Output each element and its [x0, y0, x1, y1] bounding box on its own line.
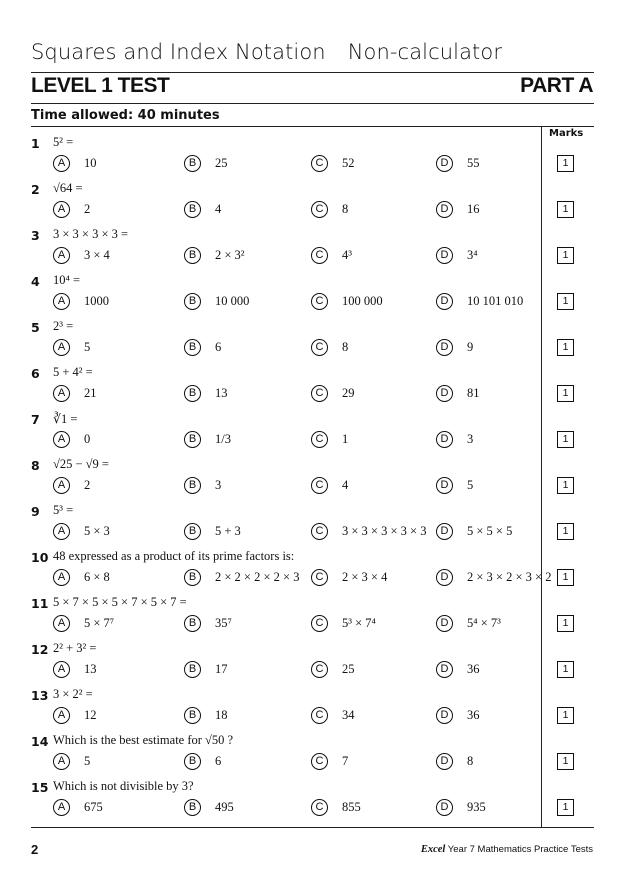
- question-text: Which is the best estimate for √50 ?: [53, 733, 234, 747]
- option-letter-circle[interactable]: D: [436, 799, 453, 816]
- option-text: 2: [84, 478, 91, 492]
- option-text: 8: [467, 754, 474, 768]
- question-text: Which is not divisible by 3?: [53, 779, 194, 793]
- question-number: 7: [31, 412, 40, 427]
- question-text: 5 + 4² =: [53, 365, 93, 379]
- question-number: 13: [31, 688, 49, 703]
- time-allowed: Time allowed: 40 minutes: [31, 108, 220, 123]
- question-number: 9: [31, 504, 40, 519]
- option-text: 3: [467, 432, 474, 446]
- option-letter-circle[interactable]: D: [436, 615, 453, 632]
- option-letter-circle[interactable]: A: [53, 477, 70, 494]
- question-text: 2³ =: [53, 319, 74, 333]
- option-letter-circle[interactable]: B: [184, 201, 201, 218]
- option-letter-circle[interactable]: C: [311, 339, 328, 356]
- option-text: 25: [342, 662, 355, 676]
- option-letter-circle[interactable]: C: [311, 247, 328, 264]
- option-letter-circle[interactable]: C: [311, 799, 328, 816]
- option-letter-circle[interactable]: D: [436, 385, 453, 402]
- question-14: [31, 734, 541, 780]
- option-text: 3⁴: [467, 248, 478, 262]
- question-text: 3 × 2² =: [53, 687, 93, 701]
- option-text: 4: [342, 478, 349, 492]
- question-12: [31, 642, 541, 688]
- question-text: √25 − √9 =: [53, 457, 109, 471]
- option-letter-circle[interactable]: D: [436, 707, 453, 724]
- option-letter-circle[interactable]: C: [311, 615, 328, 632]
- question-7: [31, 412, 541, 458]
- question-text: 5 × 7 × 5 × 5 × 7 × 5 × 7 =: [53, 595, 187, 609]
- part-label: PART A: [520, 74, 593, 97]
- option-text: 3 × 3 × 3 × 3 × 3: [342, 524, 427, 538]
- option-letter-circle[interactable]: A: [53, 431, 70, 448]
- question-number: 8: [31, 458, 40, 473]
- mark-box: 1: [557, 661, 574, 678]
- mark-box: 1: [557, 339, 574, 356]
- mark-box: 1: [557, 201, 574, 218]
- option-text: 495: [215, 800, 234, 814]
- option-text: 2 × 3²: [215, 248, 245, 262]
- option-text: 34: [342, 708, 355, 722]
- option-text: 16: [467, 202, 480, 216]
- option-text: 25: [215, 156, 228, 170]
- option-letter-circle[interactable]: D: [436, 523, 453, 540]
- option-text: 21: [84, 386, 97, 400]
- option-letter-circle[interactable]: A: [53, 753, 70, 770]
- option-letter-circle[interactable]: B: [184, 385, 201, 402]
- option-text: 4³: [342, 248, 352, 262]
- option-letter-circle[interactable]: C: [311, 385, 328, 402]
- option-text: 935: [467, 800, 486, 814]
- option-text: 1: [342, 432, 349, 446]
- option-letter-circle[interactable]: C: [311, 661, 328, 678]
- question-number: 1: [31, 136, 40, 151]
- question-number: 4: [31, 274, 40, 289]
- option-letter-circle[interactable]: B: [184, 339, 201, 356]
- option-text: 2 × 3 × 4: [342, 570, 388, 584]
- question-5: [31, 320, 541, 366]
- option-text: 17: [215, 662, 228, 676]
- option-letter-circle[interactable]: D: [436, 339, 453, 356]
- option-letter-circle[interactable]: A: [53, 155, 70, 172]
- option-letter-circle[interactable]: B: [184, 431, 201, 448]
- option-letter-circle[interactable]: B: [184, 707, 201, 724]
- option-text: 5: [467, 478, 474, 492]
- question-text: 5³ =: [53, 503, 74, 517]
- option-letter-circle[interactable]: A: [53, 339, 70, 356]
- option-letter-circle[interactable]: A: [53, 615, 70, 632]
- option-letter-circle[interactable]: D: [436, 247, 453, 264]
- mark-box: 1: [557, 385, 574, 402]
- mark-box: 1: [557, 431, 574, 448]
- option-text: 5 × 5 × 5: [467, 524, 513, 538]
- option-letter-circle[interactable]: A: [53, 799, 70, 816]
- option-text: 29: [342, 386, 355, 400]
- option-text: 5 + 3: [215, 524, 241, 538]
- option-text: 55: [467, 156, 480, 170]
- question-text: 10⁴ =: [53, 273, 81, 287]
- option-text: 10 000: [215, 294, 250, 308]
- option-text: 1/3: [215, 432, 231, 446]
- option-letter-circle[interactable]: A: [53, 201, 70, 218]
- mark-box: 1: [557, 477, 574, 494]
- mark-box: 1: [557, 799, 574, 816]
- option-letter-circle[interactable]: D: [436, 569, 453, 586]
- option-text: 13: [215, 386, 228, 400]
- option-letter-circle[interactable]: D: [436, 155, 453, 172]
- mark-box: 1: [557, 569, 574, 586]
- option-letter-circle[interactable]: A: [53, 385, 70, 402]
- question-number: 10: [31, 550, 49, 565]
- option-letter-circle[interactable]: B: [184, 247, 201, 264]
- option-text: 13: [84, 662, 97, 676]
- question-10: [31, 549, 552, 596]
- marks-column-divider: [541, 126, 542, 827]
- option-letter-circle[interactable]: D: [436, 201, 453, 218]
- option-text: 35⁷: [215, 616, 232, 630]
- option-letter-circle[interactable]: A: [53, 523, 70, 540]
- question-8: [31, 458, 541, 504]
- page-number: 2: [31, 842, 39, 857]
- option-letter-circle[interactable]: B: [184, 155, 201, 172]
- option-letter-circle[interactable]: C: [311, 201, 328, 218]
- option-letter-circle[interactable]: D: [436, 661, 453, 678]
- question-text: 2² + 3² =: [53, 641, 97, 655]
- question-number: 11: [31, 596, 49, 611]
- marks-column-label: Marks: [549, 128, 584, 139]
- option-letter-circle[interactable]: B: [184, 661, 201, 678]
- option-letter-circle[interactable]: B: [184, 569, 201, 586]
- option-letter-circle[interactable]: C: [311, 155, 328, 172]
- footer-rule: [31, 827, 594, 828]
- question-text: √64 =: [53, 181, 83, 195]
- option-letter-circle[interactable]: D: [436, 293, 453, 310]
- option-letter-circle[interactable]: B: [184, 615, 201, 632]
- question-text: 3 × 3 × 3 × 3 =: [53, 227, 129, 241]
- option-text: 10: [84, 156, 97, 170]
- option-text: 2: [84, 202, 91, 216]
- question-text: 5² =: [53, 135, 74, 149]
- mark-box: 1: [557, 155, 574, 172]
- calculator-note: Non-calculator: [347, 40, 503, 64]
- option-text: 2 × 3 × 2 × 3 × 2: [467, 570, 552, 584]
- option-letter-circle[interactable]: A: [53, 661, 70, 678]
- option-letter-circle[interactable]: B: [184, 799, 201, 816]
- question-3: [31, 228, 541, 274]
- option-text: 2 × 2 × 2 × 2 × 3: [215, 570, 300, 584]
- option-text: 7: [342, 754, 349, 768]
- option-text: 5 × 7⁷: [84, 616, 115, 630]
- header-rule: [31, 72, 594, 73]
- option-letter-circle[interactable]: B: [184, 477, 201, 494]
- question-number: 3: [31, 228, 40, 243]
- question-number: 2: [31, 182, 40, 197]
- question-text: 48 expressed as a product of its prime factors is:: [53, 549, 295, 563]
- question-text: ∛1 =: [53, 412, 78, 426]
- option-text: 81: [467, 386, 480, 400]
- option-text: 52: [342, 156, 355, 170]
- mark-box: 1: [557, 753, 574, 770]
- option-text: 5: [84, 754, 91, 768]
- option-text: 36: [467, 708, 480, 722]
- page-header-title: [31, 40, 502, 64]
- option-text: 12: [84, 708, 97, 722]
- option-text: 100 000: [342, 294, 383, 308]
- option-text: 6 × 8: [84, 570, 110, 584]
- option-letter-circle[interactable]: D: [436, 753, 453, 770]
- table-top-rule: [31, 126, 594, 127]
- option-text: 3 × 4: [84, 248, 110, 262]
- question-4: [31, 274, 541, 320]
- option-letter-circle[interactable]: D: [436, 477, 453, 494]
- option-text: 6: [215, 754, 222, 768]
- question-9: [31, 504, 541, 550]
- option-text: 6: [215, 340, 222, 354]
- option-text: 855: [342, 800, 361, 814]
- mark-box: 1: [557, 247, 574, 264]
- question-15: [31, 780, 541, 826]
- mark-box: 1: [557, 615, 574, 632]
- level-title: LEVEL 1 TEST: [31, 74, 170, 97]
- option-letter-circle[interactable]: A: [53, 247, 70, 264]
- option-text: 8: [342, 340, 349, 354]
- topic-title: Squares and Index Notation: [31, 40, 326, 64]
- option-letter-circle[interactable]: C: [311, 431, 328, 448]
- option-letter-circle[interactable]: A: [53, 707, 70, 724]
- footer-book-title: [421, 844, 593, 855]
- option-text: 5 × 3: [84, 524, 110, 538]
- option-text: 5³ × 7⁴: [342, 616, 376, 630]
- option-letter-circle[interactable]: C: [311, 477, 328, 494]
- question-number: 5: [31, 320, 40, 335]
- option-text: 5: [84, 340, 91, 354]
- mark-box: 1: [557, 707, 574, 724]
- question-number: 12: [31, 642, 49, 657]
- option-text: 9: [467, 340, 474, 354]
- question-number: 15: [31, 780, 49, 795]
- question-number: 14: [31, 734, 49, 749]
- question-6: [31, 366, 541, 412]
- question-number: 6: [31, 366, 40, 381]
- option-text: 4: [215, 202, 222, 216]
- option-letter-circle[interactable]: C: [311, 753, 328, 770]
- mark-box: 1: [557, 293, 574, 310]
- option-text: 10 101 010: [467, 294, 524, 308]
- option-letter-circle[interactable]: B: [184, 523, 201, 540]
- subheader-rule: [31, 103, 594, 104]
- option-text: 675: [84, 800, 103, 814]
- option-letter-circle[interactable]: A: [53, 569, 70, 586]
- option-letter-circle[interactable]: C: [311, 523, 328, 540]
- option-text: 5⁴ × 7³: [467, 616, 501, 630]
- option-text: 36: [467, 662, 480, 676]
- option-text: 1000: [84, 294, 109, 308]
- option-letter-circle[interactable]: B: [184, 753, 201, 770]
- question-13: [31, 688, 541, 734]
- question-2: [31, 182, 541, 228]
- option-letter-circle[interactable]: A: [53, 293, 70, 310]
- question-1: [31, 136, 541, 182]
- option-letter-circle[interactable]: D: [436, 431, 453, 448]
- option-text: 3: [215, 478, 222, 492]
- option-text: 0: [84, 432, 91, 446]
- option-letter-circle[interactable]: C: [311, 293, 328, 310]
- option-text: 8: [342, 202, 349, 216]
- book-title: Year 7 Mathematics Practice Tests: [447, 844, 593, 855]
- option-letter-circle[interactable]: B: [184, 293, 201, 310]
- option-text: 18: [215, 708, 228, 722]
- publisher-brand: Excel: [420, 844, 446, 855]
- option-letter-circle[interactable]: C: [311, 569, 328, 586]
- question-11: [31, 596, 541, 642]
- mark-box: 1: [557, 523, 574, 540]
- option-letter-circle[interactable]: C: [311, 707, 328, 724]
